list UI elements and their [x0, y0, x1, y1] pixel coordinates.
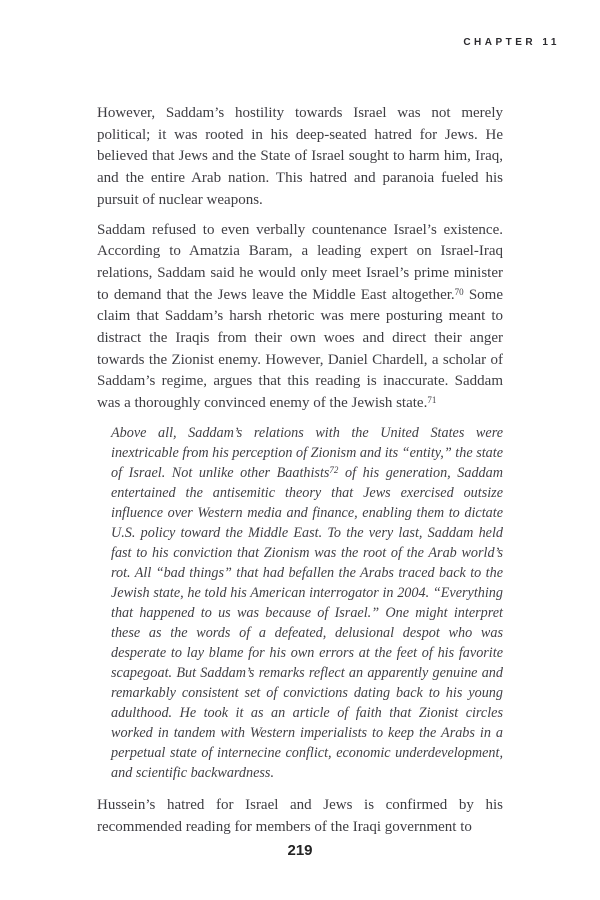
- paragraph-1: However, Saddam’s hostility towards Israel was not merely political; it was rooted in his deep-seated hatred for Jews. He believed that Jews and the State of Israel sought to harm him, Iraq, and the entire Arab nation. This hatred and paranoia fueled his pursuit of nuclear weapons.: [97, 105, 503, 208]
- page-number: 219: [287, 842, 313, 859]
- block-quote: Above all, Saddam’s relations with the United States were inextricable from his perception of Zionism and its “entity,” the state of Israel. Not unlike other Baathists$^{72}$ of his generation, Saddam entertained the antisemitic theory that Jews exercised outsize influence over Western media and finance, enabling them to dictate U.S. policy toward the Middle East. To the very last, Saddam held fast to his conviction that Zionism was the root of the Arab world’s rot. All “bad things” that had befallen the Arabs traced back to the Jewish state, he told his American interrogator in 2004. “Everything that happened to us was because of Israel.” One might interpret these as the words of a defeated, delusional despot who was desperate to lay blame for his own errors at the feet of his favorite scapegoat. But Saddam’s remarks reflect an apparently genuine and remarkably consistent set of convictions dating back to his young adulthood. He took it as an article of faith that Zionist circles worked in tandem with Western imperialists to keep the Arabs in a perpetual state of internecine conflict, economic underdevelopment, and scientific backwardness.: [111, 424, 503, 781]
- paragraph-3: Hussein’s hatred for Israel and Jews is confirmed by his recommended reading for members of the Iraqi government to: [97, 796, 503, 835]
- page-text-block: [97, 103, 503, 846]
- footnote-marker: 71: [427, 395, 437, 406]
- paragraph-2: Saddam refused to even verbally countenance Israel’s existence. According to Amatzia Baram, a leading expert on Israel-Iraq relations, Saddam said he would only meet Israel’s prime minister to demand that the Jews leave the Middle East altogether.$^{70}$ Some claim that Saddam’s harsh rhetoric was mere posturing meant to distract the Iraqis from their own woes and direct their anger towards the Zionist enemy. However, Daniel Chardell, a scholar of Saddam’s regime, argues that this reading is inaccurate. Saddam was a thoroughly convinced enemy of the Jewish state.$^{71}$: [97, 221, 503, 412]
- chapter-header: CHAPTER 11: [463, 37, 560, 48]
- footnote-marker: 70: [454, 286, 464, 297]
- footnote-marker: 72: [329, 464, 339, 475]
